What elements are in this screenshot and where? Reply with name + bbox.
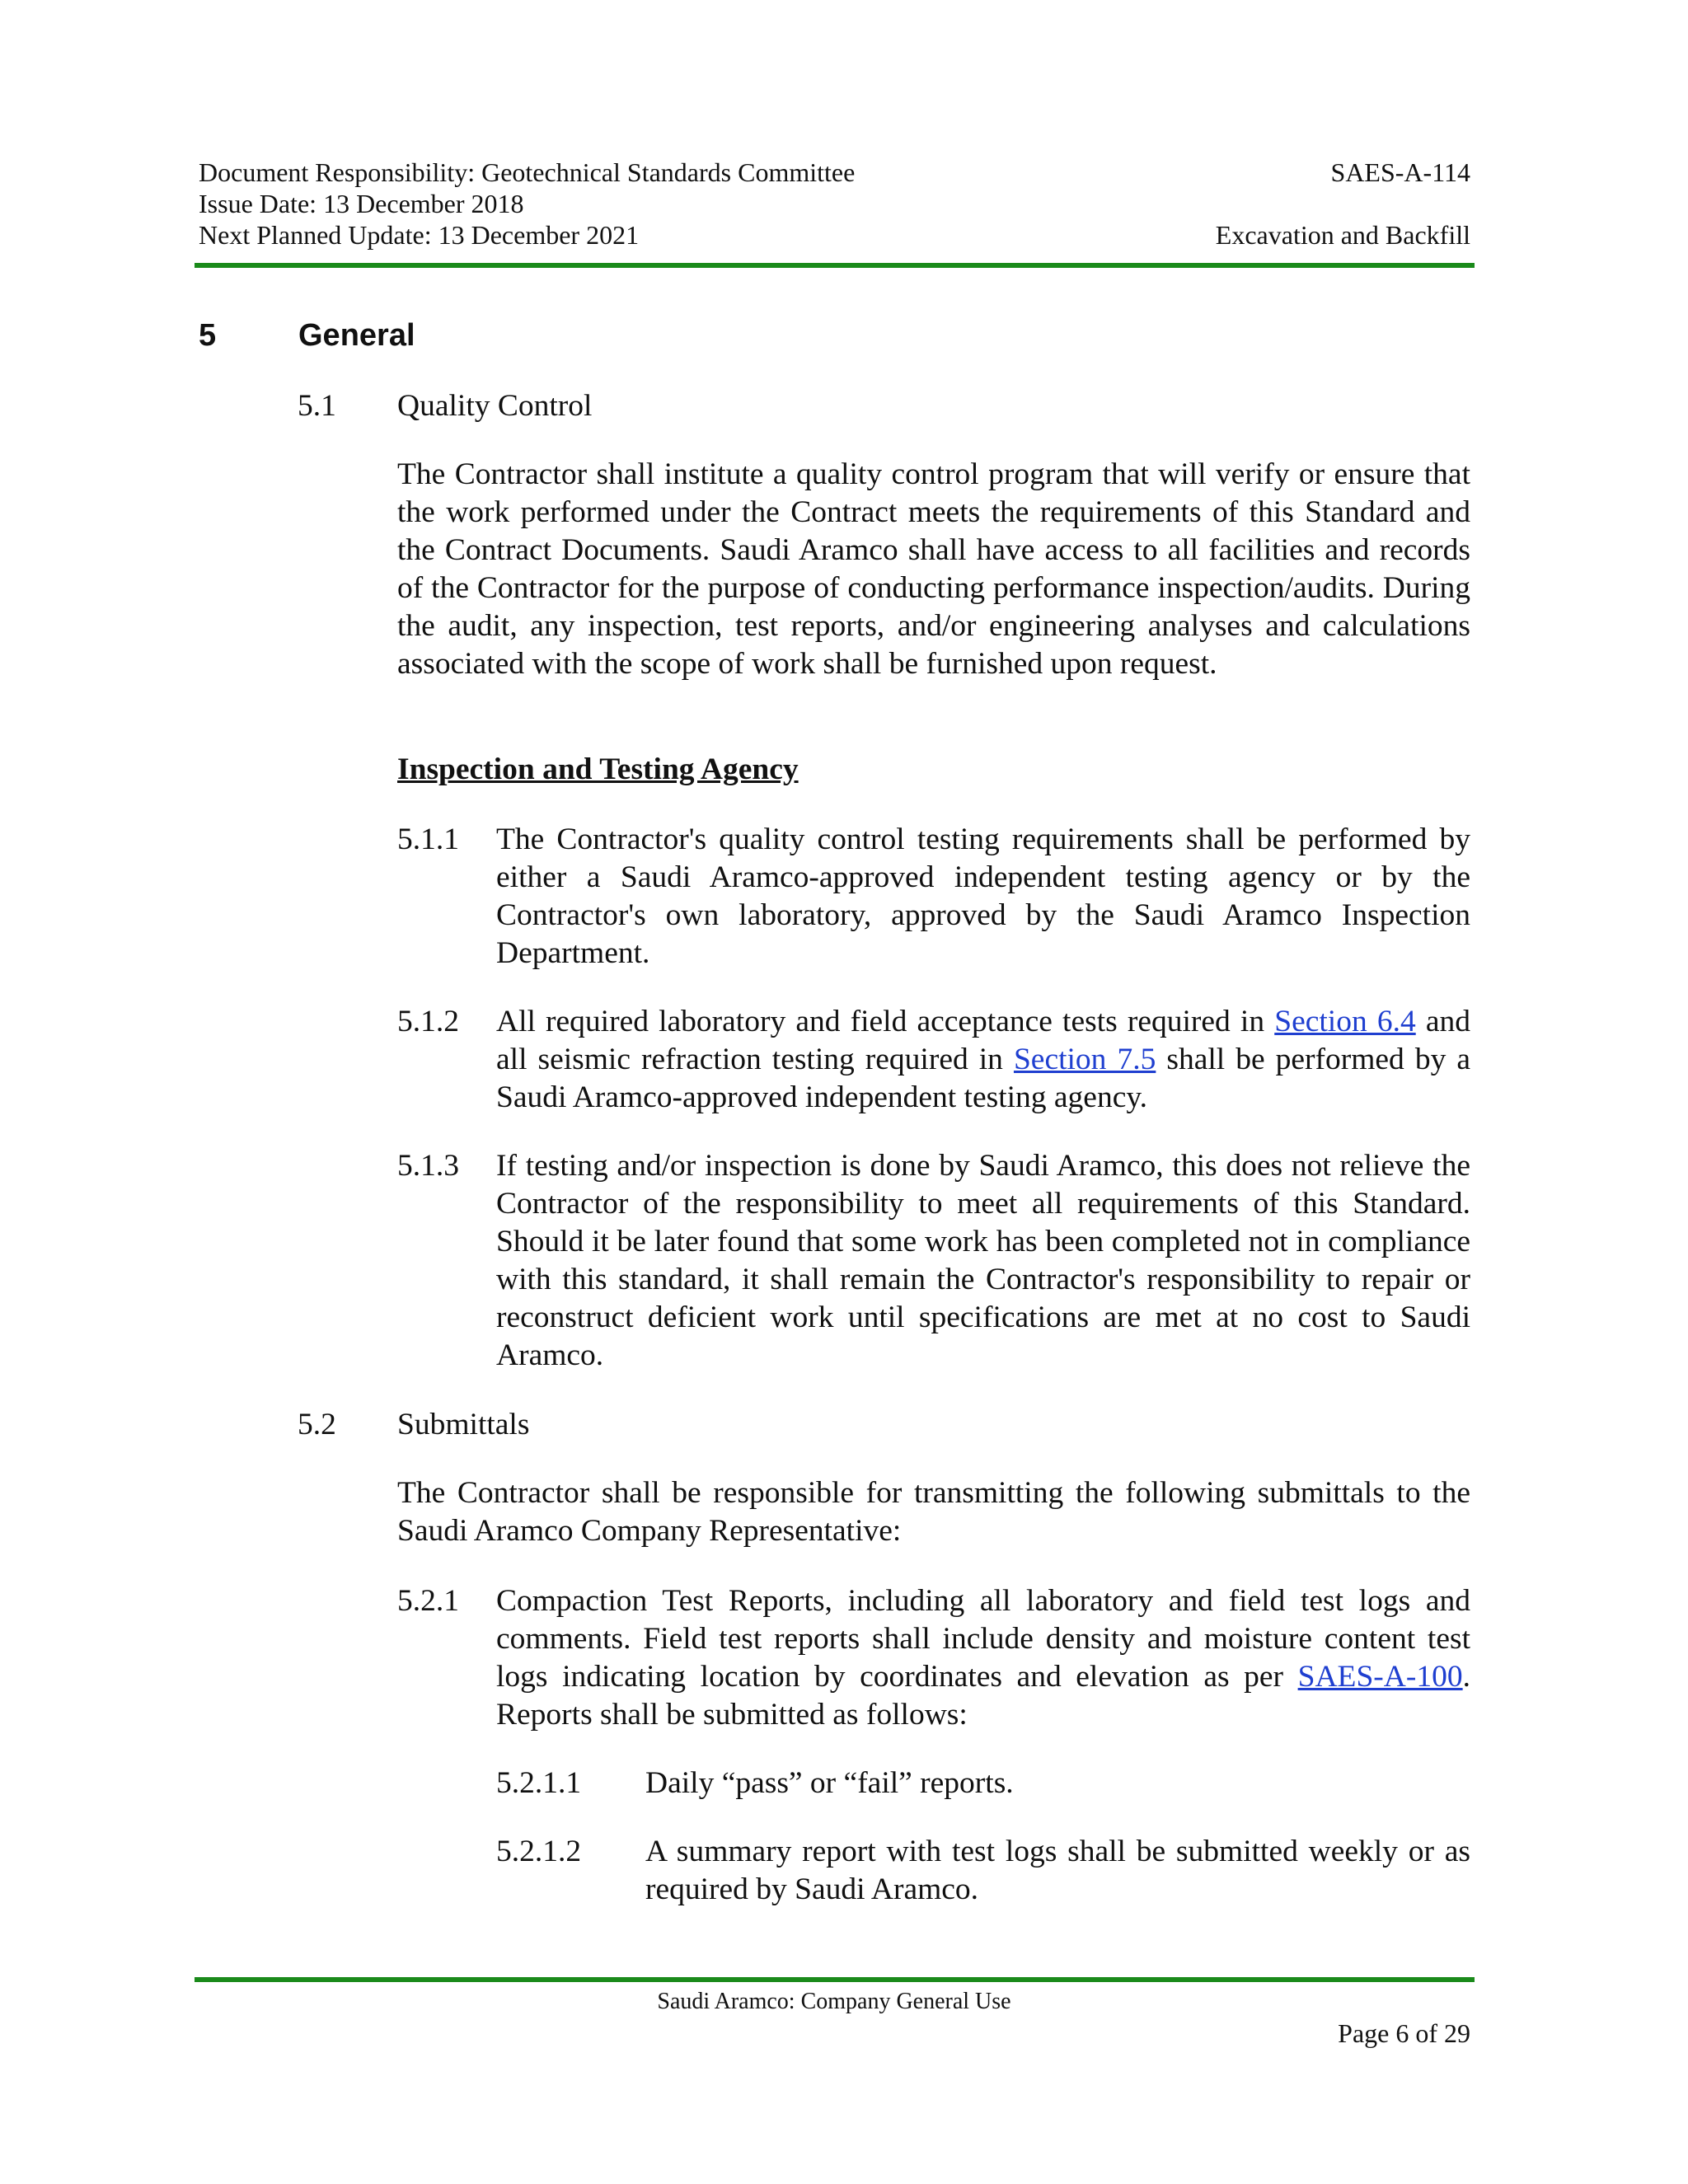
header-rule: [195, 263, 1475, 268]
clause-number: 5.1.1: [397, 823, 459, 856]
clause-text: If testing and/or inspection is done by Saudi Aramco, this does not relieve the Contractor of the responsibility to meet all requirements of this Standard. Should it be later found that some work has been completed not in compliance with this standard, it shall remain the Contractor's responsibility to repair or reconstruct deficient work until specifications are met at no cost to Saudi Aramco.: [496, 1149, 1470, 1372]
header-responsibility: Document Responsibility: Geotechnical Standards Committee: [199, 157, 856, 187]
page-number: Page 6 of 29: [1338, 2018, 1470, 2048]
clause-text-part: and all seismic refraction testing required in: [496, 1005, 1470, 1076]
subsection-title: Quality Control: [397, 389, 593, 423]
header-issue-date: Issue Date: 13 December 2018: [199, 189, 524, 218]
subclause-text: A summary report with test logs shall be submitted weekly or as required by Saudi Aramco.: [645, 1835, 1470, 1906]
subsection-number: 5.1: [298, 389, 336, 423]
subclause-number: 5.2.1.1: [496, 1766, 582, 1800]
clause-text: [496, 1003, 1470, 1117]
clause-number: 5.1.2: [397, 1005, 459, 1038]
header-doc-title: Excavation and Backfill: [1215, 220, 1470, 250]
section-title: General: [298, 318, 415, 353]
header-next-update: Next Planned Update: 13 December 2021: [199, 220, 640, 250]
submittals-paragraph: The Contractor shall be responsible for transmitting the following submittals to the Saudi Aramco Company Representative:: [397, 1476, 1470, 1548]
subheading-inspection-testing: Inspection and Testing Agency: [397, 752, 799, 786]
subsection-number: 5.2: [298, 1408, 336, 1441]
subclause-number: 5.2.1.2: [496, 1835, 582, 1868]
clause-text-part: shall be performed by a Saudi Aramco-approved independent testing agency.: [496, 1043, 1471, 1114]
header-doc-number: SAES-A-114: [1330, 157, 1470, 187]
subclause-text: Daily “pass” or “fail” reports.: [645, 1766, 1014, 1800]
section-7-5-link[interactable]: Section 7.5: [1013, 1043, 1156, 1076]
section-6-4-link[interactable]: Section 6.4: [1274, 1005, 1416, 1038]
footer-classification: Saudi Aramco: Company General Use: [657, 1989, 1011, 2014]
clause-text-part: Compaction Test Reports, including all laboratory and field test logs and comments. Field test reports shall include density and moisture content test logs indicating location by coordinates and elevation as per: [496, 1584, 1470, 1694]
clause-text: The Contractor's quality control testing requirements shall be performed by either a Saudi Aramco-approved independent testing agency or by the Contractor's own laboratory, approved by the Saudi Aramco Inspection Department.: [496, 823, 1470, 970]
clause-number: 5.2.1: [397, 1584, 459, 1618]
clause-text-part: All required laboratory and field acceptance tests required in: [496, 1005, 1275, 1038]
clause-text: [496, 1582, 1470, 1734]
clause-number: 5.1.3: [397, 1149, 459, 1183]
page-header: [199, 157, 1470, 251]
saes-a-100-link[interactable]: SAES-A-100: [1297, 1660, 1463, 1694]
clause-text-part: . Reports shall be submitted as follows:: [496, 1660, 1470, 1732]
footer-rule: [195, 1977, 1475, 1982]
section-number: 5: [199, 318, 217, 353]
subsection-title: Submittals: [397, 1408, 530, 1441]
quality-control-paragraph: The Contractor shall institute a quality control program that will verify or ensure that the work performed under the Contract meets the requirements of this Standard and the Contract Documents. Saudi Aramco shall have access to all facilities and records of the Contractor for the purpose of conducting performance inspection/audits. During the audit, any inspection, test reports, and/or engineering analyses and calculations associated with the scope of work shall be furnished upon request.: [397, 457, 1470, 681]
